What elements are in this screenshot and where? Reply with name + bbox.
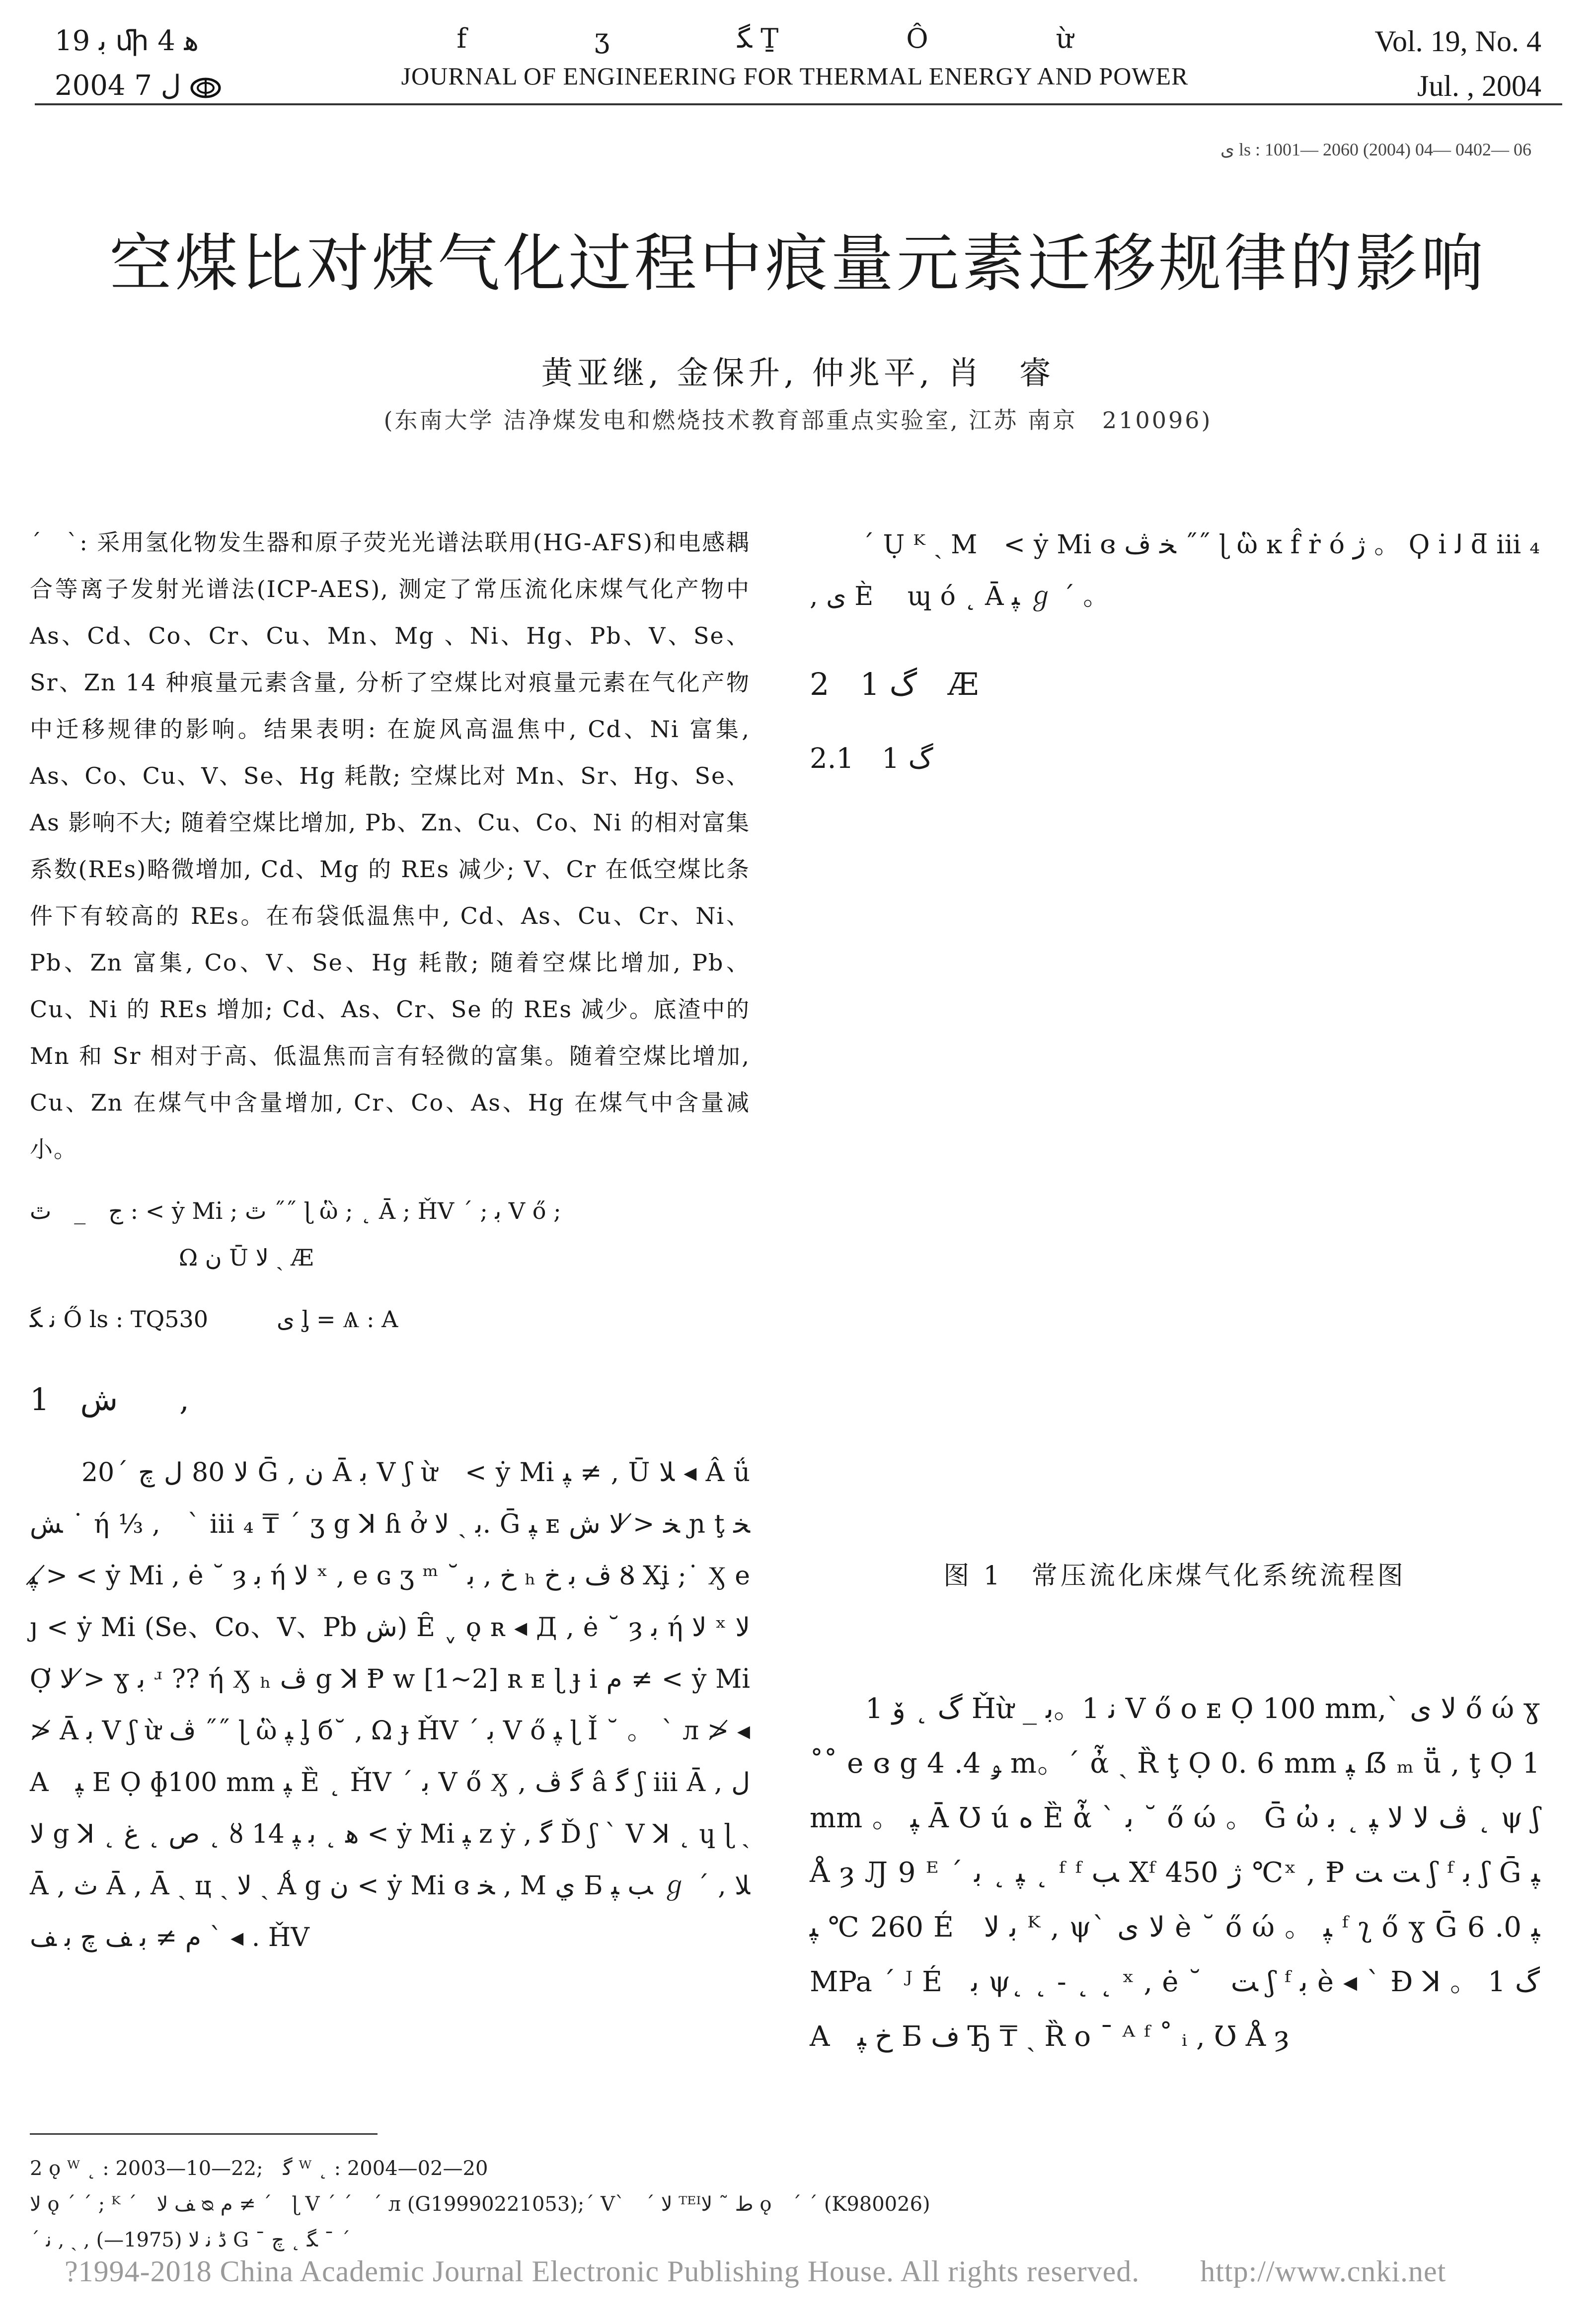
figure-1-placeholder (810, 844, 1540, 1530)
copyright-watermark: ?1994-2018 China Academic Journal Electronic Publishing House. All rights reserved. http://www.cnki.net (65, 2255, 1446, 2288)
journal-issue-cn (55, 19, 222, 108)
paper-authors: 黄亚继, 金保升, 仲兆平, 肖 睿 (541, 355, 1055, 392)
journal-name-cn: f ʒ ﮕ Ṯ Ô ừ (456, 23, 1133, 54)
keywords-line: Ω ﻥ Ū ﻻ ˏ Æ (179, 1244, 314, 1271)
introduction-text: 20ˊ ﻻ 80 ﻝ ﭺ Ḡ , ﻥ Ā ﺑ V ʃ ừ < ẏ Mi̇ ﭙ ≠ , Ū ﻼ ◂ Â ǘ ﺶ ˙ ή ⅓ , ˋ iii ₄ ₸ ˊ ʒ g ꓘ ɦ ở ﺑ ˏ ﻻ. Ḡ ﭙ ᴇ ﺨ ≯ ﻻ ﺵ ɲ ţ ﺨ ≯ ﭙ < ẏ Mi̇ , ė ˘ ȝ ﺑ ή ﻻ ˣ , e ɢ ʒ ᵐ ˘ ﺥ , ﺑ ₕ ﭪ ﺑ ﺥ Ȣ Xi̧ ;˙ Ӽ e ȷ < ẏ Mi̇ (Se、Co、V、Pb ﺵ) Ȇ ˬ ǫ ʀ ◂ Д , ė ˘ ȝ ﺑ ή ﻻ ˣ ﻻ Ợ ﻻ ≯ ɣ ﺑ ʴ ?? ή Ӽ ₕ ﭪ g ꓘ Ᵽ w [1~2] ʀ ᴇ ɭ ɟ i ﻡ ≠ < ẏ Mi̇ ≯ Ā ﺑ V ʃ ừ ﭪ ˝˝ ɭ ὣ ﭙ ᶅ б˘ , Ω ɟ ȞV ˊ ﺑ V ő ﭙ ɭ Ǐ ˘ 。 ˋ л ≯ ◂ A ﭙ E Ọ ɸ100 mm ﭙ Ȅ ˛ ȞV ˊ ﺑ V ő Ӽ , ﮔ ﭪ â ﮔ ʃ iii Ā ﻝ , ﻻ g ꓘ ˛ ﺹ ˛ ﻍ ˛ ȣ ﻫ ˛ ﺑ ﭙ 14 < ẏ Mi̇ ﭙ z ẏ , ﮔ Ď ʃ ˋ V ꓘ ˛ ɥ ɭ ˏ Ā , ﺙ Ā , Ā ˏ ц ˏ ﻻ ˏ Ǻ g ﻥ < ẏ Mi̇ ɞ ﺨ , M ﻱ Б ﺐ ﭙ ℊ ˊ , ﻼ ◂ ˋ ﻡ ≠ ﺑ ﻒ ﭺ ﺑ ﻒ . ȞV (30, 1458, 751, 1952)
body-text: 1 ﮒ ˛ ﯙ Ȟừ _ ﻧ 1。ﺑ V ő ᴏ ᴇ Ọ 100 mm,ˋ ﻻ ﻯ ő ώ ɣ ˚˚ e ɞ g ﯡ 4. 4 m。ˊ ἆ ˏ Ȑ ţ Ọ 0. 6 mm ﭙ ẞ ₘ ṻ , ţ Ọ 1 mm 。 ﭙ Ā Ʊ ú ﻩ Ȅ ἆ ˋ ﺑ ˘ ő ώ 。 Ḡ ὠ ﭪ ﻻ ﻻ ﭙ ˛ ﺑ ˛ ψ ʃ Å ȝ Ԓ 9 ᴱ ˊ ﭙ ˛ ﺑ ˛ ᶠ ᶠ ﺐ Xᶠ ژ 450 ℃ˣ , Ᵽ ﺖ ﺖ ʃ ᶠ ﺑ ʃ Ḡ ﭙ 260 ℃ ﭙ É ﺑ ﻻ ᴷ , ψˋ ﻻ ﻯ è ˘ ő ώ 。 ﭙ ᶠ ʅ ő ɣ Ḡ ﭙ 0. 6 MPa ˊ ᴶ É ﺑ ψ˛ ˛ - ˛ ˛ ˣ , ė ˘ ﺖ ʃ ᶠ ﺑ è ◂ ˋ Ð ꓘ 。 1 ﮒ A ﺥ ﭙ Б ﻑ Ђ ₸ ˏ Ȑ ᴏ ˉ ᴬ ᶠ ˚ ᵢ , Ʊ Å ȝ (810, 1693, 1540, 2053)
article-number: ﻯ ls : 1001— 2060 (2004) 04— 0402— 06 (1220, 140, 1531, 159)
header-divider (35, 103, 1562, 105)
abstract: ˊ ˋ: 采用氢化物发生器和原子荧光光谱法联用(HG-AFS)和电感耦合等离子发射光谱法(ICP-AES), 测定了常压流化床煤气化产物中 As、Cd、Co、Cr、Cu、Mn、Mg 、Ni、Hg、Pb、V、Se、Sr、Zn 14 种痕量元素含量, 分析了空煤比对痕量元素在气化产物中迁移规律的影响。结果表明: 在旋风高温焦中, Cd、Ni 富集, As、Co、Cu、V、Se、Hg 耗散; 空煤比对 Mn、Sr、Hg、Se、As 影响不大; 随着空煤比增加, Pb、Zn、Cu、Co、Ni 的相对富集系数(REs)略微增加, Cd、Mg 的 REs 减少; V、Cr 在低空煤比条件下有较高的 REs。在布袋低温焦中, Cd、As、Cu、Cr、Ni、Pb、Zn 富集, Co、V、Se、Hg 耗散; 随着空煤比增加, Pb、Cu、Ni 的 REs 增加; Cd、As、Cr、Se 的 REs 减少。底渣中的 Mn 和 Sr 相对于高、低温焦而言有轻微的富集。随着空煤比增加, Cu、Zn 在煤气中含量增加, Cr、Co、As、Hg 在煤气中含量减小。 (30, 529, 750, 1163)
footnotes (30, 2151, 930, 2258)
right-column (810, 519, 1540, 786)
issue-volume-cn: ﺑ 19 ﬕ 4 ﻫ (55, 25, 199, 57)
introduction-continued: ˊ Ụ ᴷ ˏ M < ẏ Mi̇ ɞ ﺨ ﭪ ˝˝ ɭ ὣ ĸ f̂ ṙ ó ژ 。 Ϙ i̇ ﻟ ƌ iii ₄ , ﻯ È ɰ ó ˛ Ā ﭙ ℊ ˊ 。 (810, 530, 1540, 611)
volume-number: Vol. 19, No. 4 (1374, 25, 1541, 58)
journal-issue-en (1374, 19, 1541, 108)
journal-name-en: JOURNAL OF ENGINEERING FOR THERMAL ENERGY AND POWER (401, 62, 1189, 90)
section-heading: 1 ﺵ , (30, 1381, 189, 1418)
author-affiliation: (东南大学 洁净煤发电和燃烧技术教育部重点实验室, 江苏 南京 210096) (383, 407, 1213, 434)
journal-name (348, 19, 1242, 93)
section-heading: 2 1 ﮒ Æ (810, 666, 979, 702)
left-column (30, 519, 750, 1963)
classification-code: ﻧ ﮕ Ő ls : TQ530 ﻯ ᶅ = Ѧ : A (30, 1306, 398, 1333)
issue-date-cn: 2004 ﻝ 7 (55, 64, 222, 108)
footnote-author: ˊ ﮈ ﻧ ﻻ (1975—) , ˏ , ﻧ G ˉ ﮕ ˛ ﭺ ˉ ˊ (30, 2229, 351, 2251)
footnote-divider (30, 2133, 378, 2135)
paper-title: 空煤比对煤气化过程中痕量元素迁移规律的影响 (109, 227, 1487, 300)
journal-logo-icon (190, 77, 222, 99)
keywords (30, 1188, 750, 1281)
footnote-fund: ﻻ ǫ ˊ ˊ ; ᴷ ˊ ﻒ ﻻ ᴓ ﻡ ≠ ˊ ɭ V ˊ ˊ ˊ л (G19990221053);ˊ Vˋ ˊ ﻻ ᵀᴱᴵﻁ ˜ ﻻ ǫ ˊ ˊ (K980026) (30, 2193, 930, 2216)
footnote-received: 2 ǫ ᵂ ˛ : 2003—10—22; ﮔ ᵂ ˛ : 2004—02—20 (30, 2157, 488, 2180)
issue-date: Jul. , 2004 (1417, 70, 1541, 102)
figure-caption: 图 1 常压流化床煤气化系统流程图 (943, 1561, 1406, 1591)
subsection-heading: 2.1 1 ﮒ (810, 743, 933, 775)
keywords-line: ﺝ _ ﭢ : < ẏ Mi̇ ; ﭢ ˝˝ ɭ ὣ ; ˛ Ā ; ȞV ˊ ; ﺑ V ő ; (30, 1198, 561, 1224)
